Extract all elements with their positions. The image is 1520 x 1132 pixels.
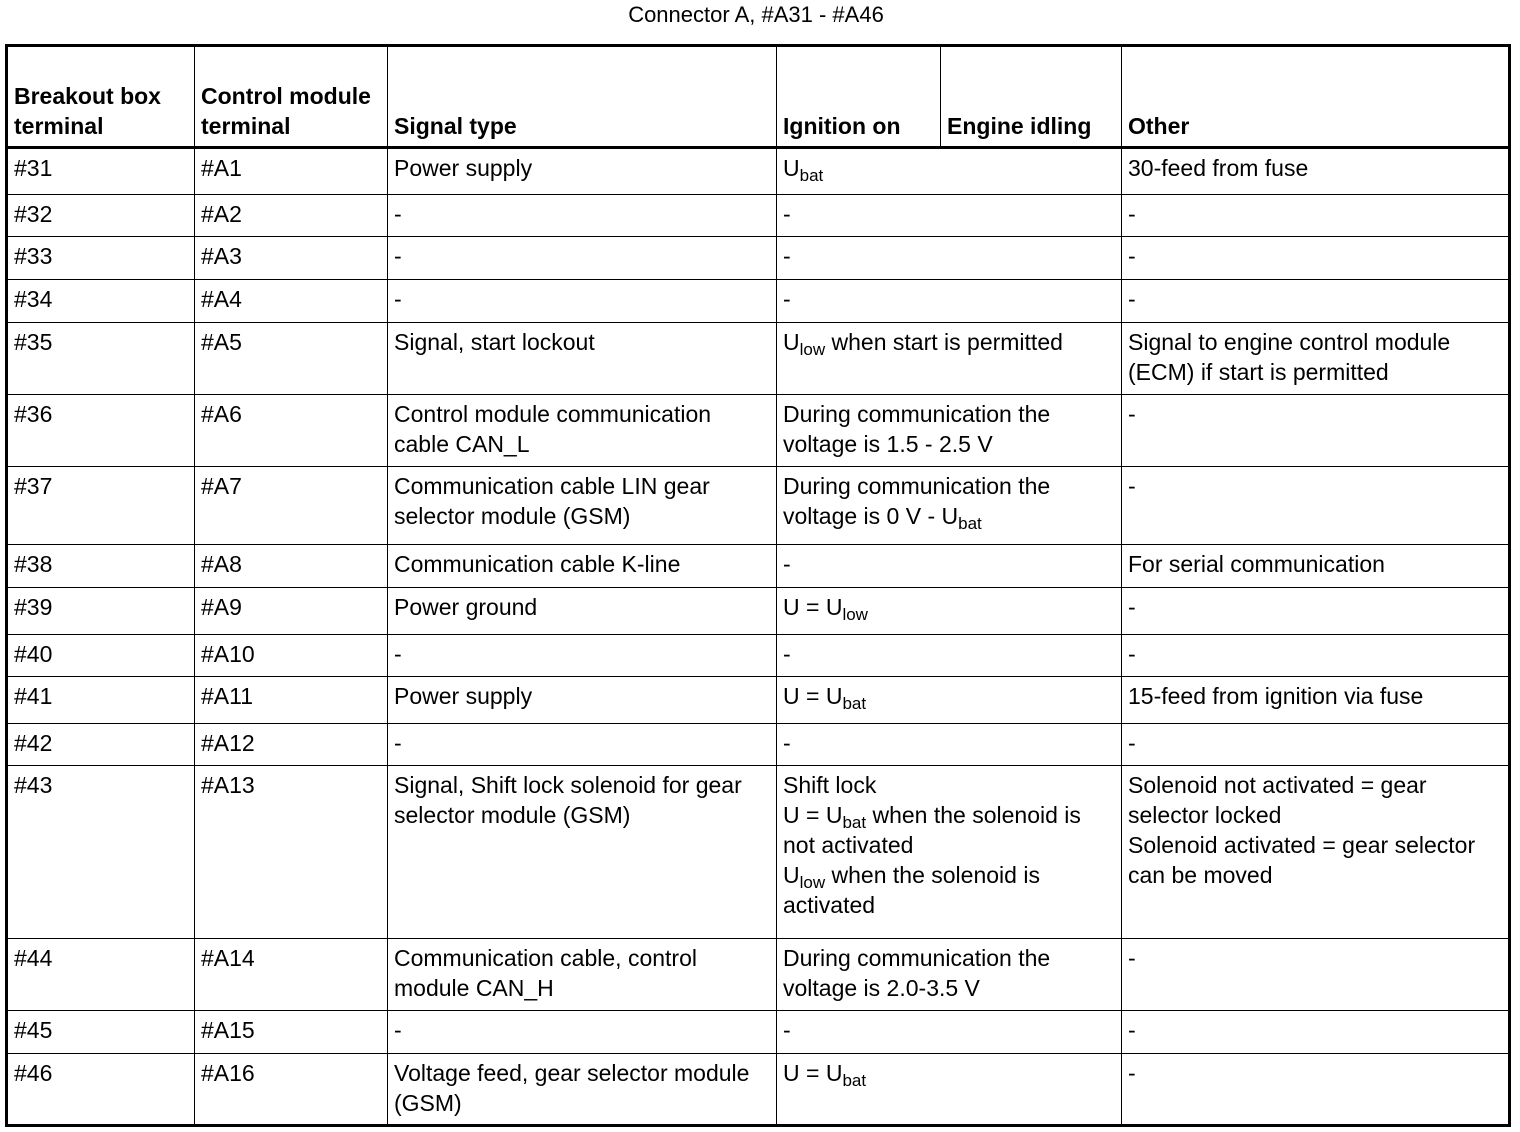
signal-type-cell: -: [388, 280, 777, 323]
other-cell: -: [1122, 280, 1510, 323]
breakout-terminal-cell: #42: [7, 724, 195, 766]
control-module-terminal-cell: #A15: [195, 1011, 388, 1054]
value-text: -: [783, 551, 791, 577]
signal-type-cell: -: [388, 237, 777, 280]
other-cell: -: [1122, 467, 1510, 545]
table-row: [7, 148, 1510, 195]
other-cell: Signal to engine control module (ECM) if start is permitted: [1122, 323, 1510, 395]
control-module-terminal-cell: #A6: [195, 395, 388, 467]
connector-pin-table: [5, 44, 1511, 1127]
signal-type-cell: -: [388, 1011, 777, 1054]
breakout-terminal-cell: #46: [7, 1054, 195, 1126]
control-module-terminal-cell: #A10: [195, 635, 388, 677]
other-cell: 30-feed from fuse: [1122, 148, 1510, 195]
ignition-idling-value-cell: [777, 766, 1122, 939]
header-engine-idling: Engine idling: [941, 46, 1122, 148]
table-row: [7, 724, 1510, 766]
value-text: U = U: [783, 594, 843, 620]
signal-type-cell: Signal, start lockout: [388, 323, 777, 395]
control-module-terminal-cell: #A13: [195, 766, 388, 939]
subscript-text: low: [799, 340, 826, 359]
ignition-idling-value-cell: [777, 588, 1122, 635]
breakout-terminal-cell: #32: [7, 195, 195, 237]
ignition-idling-value-cell: [777, 237, 1122, 280]
other-cell: -: [1122, 724, 1510, 766]
breakout-terminal-cell: #36: [7, 395, 195, 467]
other-cell: -: [1122, 237, 1510, 280]
control-module-terminal-cell: #A2: [195, 195, 388, 237]
value-text: During communication the voltage is 2.0-3.5 V: [783, 945, 1057, 1001]
control-module-terminal-cell: #A12: [195, 724, 388, 766]
breakout-terminal-cell: #40: [7, 635, 195, 677]
subscript-text: bat: [799, 166, 824, 185]
header-control-module-terminal: Control module terminal: [195, 46, 388, 148]
value-text: -: [783, 286, 791, 312]
value-text: -: [783, 641, 791, 667]
table-row: [7, 588, 1510, 635]
value-text: -: [783, 201, 791, 227]
control-module-terminal-cell: #A1: [195, 148, 388, 195]
subscript-text: bat: [842, 813, 867, 832]
breakout-terminal-cell: #33: [7, 237, 195, 280]
ignition-idling-value-cell: [777, 323, 1122, 395]
ignition-idling-value-cell: [777, 724, 1122, 766]
table-row: [7, 545, 1510, 588]
signal-type-cell: Power supply: [388, 148, 777, 195]
ignition-idling-value-cell: [777, 939, 1122, 1011]
table-row: [7, 280, 1510, 323]
control-module-terminal-cell: #A8: [195, 545, 388, 588]
control-module-terminal-cell: #A11: [195, 677, 388, 724]
other-cell: -: [1122, 635, 1510, 677]
breakout-terminal-cell: #44: [7, 939, 195, 1011]
value-text: U: [783, 329, 800, 355]
header-ignition-on: Ignition on: [777, 46, 941, 148]
value-text: During communication the voltage is 0 V - U: [783, 473, 1057, 529]
table-row: [7, 1054, 1510, 1126]
ignition-idling-value-cell: [777, 280, 1122, 323]
table-row: [7, 323, 1510, 395]
value-text: -: [783, 243, 791, 269]
subscript-text: bat: [842, 694, 867, 713]
header-breakout-terminal: Breakout box terminal: [7, 46, 195, 148]
table-caption: Connector A, #A31 - #A46: [628, 2, 884, 27]
table-row: [7, 467, 1510, 545]
other-cell: -: [1122, 395, 1510, 467]
value-text: -: [783, 730, 791, 756]
signal-type-cell: -: [388, 195, 777, 237]
value-text: U = U: [783, 683, 843, 709]
subscript-text: bat: [842, 1071, 867, 1090]
value-text: when the solenoid is not activated: [783, 802, 1088, 858]
signal-type-cell: Communication cable, control module CAN_H: [388, 939, 777, 1011]
value-text: During communication the voltage is 1.5 - 2.5 V: [783, 401, 1057, 457]
signal-type-cell: -: [388, 635, 777, 677]
header-signal-type: Signal type: [388, 46, 777, 148]
other-cell: -: [1122, 939, 1510, 1011]
header-other: Other: [1122, 46, 1510, 148]
other-cell: -: [1122, 1054, 1510, 1126]
breakout-terminal-cell: #31: [7, 148, 195, 195]
subscript-text: bat: [958, 514, 982, 533]
subscript-text: low: [842, 605, 868, 624]
signal-type-cell: Communication cable K-line: [388, 545, 777, 588]
ignition-idling-value-cell: [777, 677, 1122, 724]
value-text: U = U: [783, 1060, 843, 1086]
signal-type-cell: Voltage feed, gear selector module (GSM): [388, 1054, 777, 1126]
value-text: U: [783, 155, 800, 181]
table-row: [7, 939, 1510, 1011]
ignition-idling-value-cell: [777, 195, 1122, 237]
ignition-idling-value-cell: [777, 395, 1122, 467]
other-cell: For serial communication: [1122, 545, 1510, 588]
header-row: [7, 46, 1510, 148]
other-cell: Solenoid not activated = gear selector locked Solenoid activated = gear selector can be moved: [1122, 766, 1510, 939]
subscript-text: low: [799, 873, 826, 892]
control-module-terminal-cell: #A3: [195, 237, 388, 280]
ignition-idling-value-cell: [777, 148, 1122, 195]
breakout-terminal-cell: #39: [7, 588, 195, 635]
table-row: [7, 635, 1510, 677]
signal-type-cell: Power ground: [388, 588, 777, 635]
value-text: when start is permitted: [825, 329, 1063, 355]
other-cell: -: [1122, 1011, 1510, 1054]
breakout-terminal-cell: #37: [7, 467, 195, 545]
value-text: U: [783, 862, 800, 888]
value-text: -: [783, 1017, 791, 1043]
control-module-terminal-cell: #A7: [195, 467, 388, 545]
control-module-terminal-cell: #A4: [195, 280, 388, 323]
breakout-terminal-cell: #45: [7, 1011, 195, 1054]
ignition-idling-value-cell: [777, 635, 1122, 677]
ignition-idling-value-cell: [777, 1011, 1122, 1054]
control-module-terminal-cell: #A16: [195, 1054, 388, 1126]
ignition-idling-value-cell: [777, 467, 1122, 545]
table-row: [7, 1011, 1510, 1054]
table-row: [7, 395, 1510, 467]
table-body: [7, 148, 1510, 1126]
signal-type-cell: Communication cable LIN gear selector module (GSM): [388, 467, 777, 545]
breakout-terminal-cell: #43: [7, 766, 195, 939]
table-row: [7, 766, 1510, 939]
ignition-idling-value-cell: [777, 1054, 1122, 1126]
table-row: [7, 677, 1510, 724]
breakout-terminal-cell: #35: [7, 323, 195, 395]
signal-type-cell: Control module communication cable CAN_L: [388, 395, 777, 467]
signal-type-cell: Power supply: [388, 677, 777, 724]
value-text: when the solenoid is activated: [783, 862, 1047, 918]
other-cell: -: [1122, 195, 1510, 237]
breakout-terminal-cell: #38: [7, 545, 195, 588]
control-module-terminal-cell: #A9: [195, 588, 388, 635]
breakout-terminal-cell: #34: [7, 280, 195, 323]
signal-type-cell: -: [388, 724, 777, 766]
table-row: [7, 237, 1510, 280]
control-module-terminal-cell: #A14: [195, 939, 388, 1011]
ignition-idling-value-cell: [777, 545, 1122, 588]
other-cell: -: [1122, 588, 1510, 635]
table-row: [7, 195, 1510, 237]
value-text: Shift lock: [783, 772, 877, 798]
control-module-terminal-cell: #A5: [195, 323, 388, 395]
breakout-terminal-cell: #41: [7, 677, 195, 724]
other-cell: 15-feed from ignition via fuse: [1122, 677, 1510, 724]
value-text: U = U: [783, 802, 843, 828]
signal-type-cell: Signal, Shift lock solenoid for gear selector module (GSM): [388, 766, 777, 939]
